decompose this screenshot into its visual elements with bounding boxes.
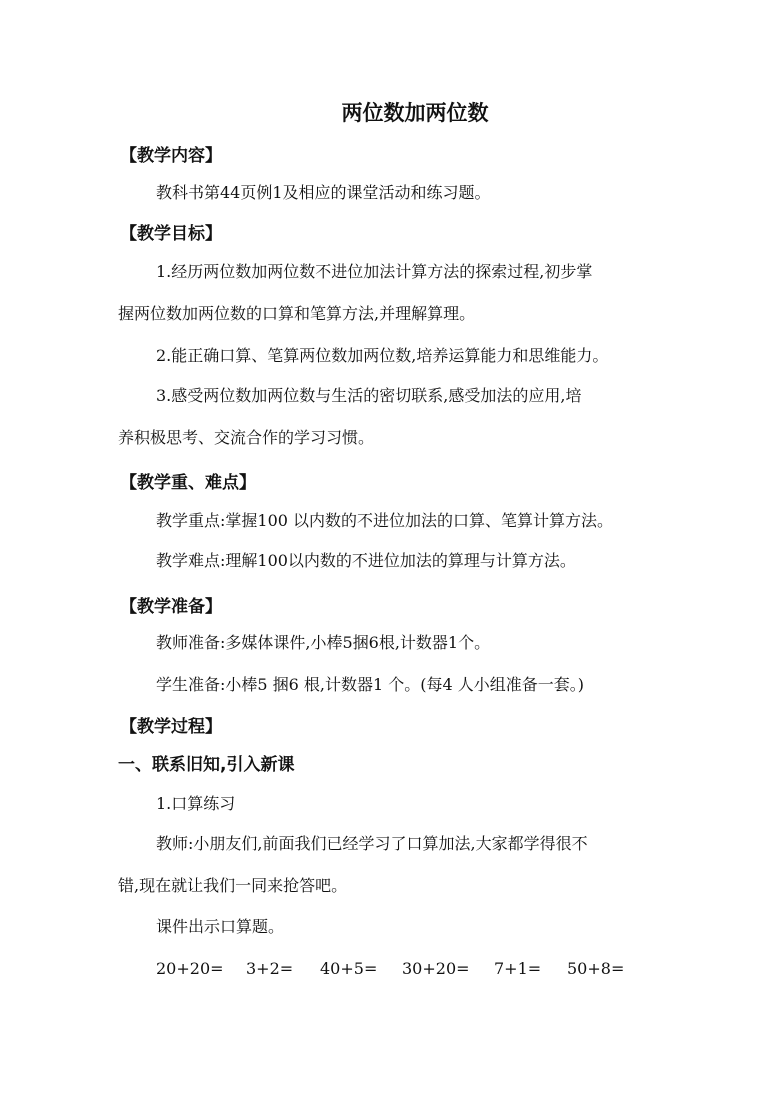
teacher-preparation: 教师准备:多媒体课件,小棒5捆6根,计数器1个。 bbox=[156, 633, 491, 652]
oral-sum: 30+20= bbox=[402, 959, 470, 978]
teacher-speech-line-1: 教师:小朋友们,前面我们已经学习了口算加法,大家都学得很不 bbox=[156, 834, 588, 853]
student-preparation: 学生准备:小棒5 捆6 根,计数器1 个。(每4 人小组准备一套。) bbox=[156, 675, 585, 694]
heading-teaching-goals: 【教学目标】 bbox=[120, 224, 222, 244]
oral-sums-row bbox=[156, 958, 636, 980]
oral-sum: 50+8= bbox=[567, 959, 625, 978]
goal-1-line-1: 1.经历两位数加两位数不进位加法计算方法的探索过程,初步掌 bbox=[156, 262, 593, 281]
oral-sum: 40+5= bbox=[320, 959, 378, 978]
part-1-heading: 一、联系旧知,引入新课 bbox=[118, 755, 295, 775]
teacher-speech-line-2: 错,现在就让我们一同来抢答吧。 bbox=[118, 876, 348, 895]
oral-sum: 7+1= bbox=[494, 959, 542, 978]
goal-2: 2.能正确口算、笔算两位数加两位数,培养运算能力和思维能力。 bbox=[156, 346, 609, 365]
oral-sum: 3+2= bbox=[246, 959, 294, 978]
goal-1-line-2: 握两位数加两位数的口算和笔算方法,并理解算理。 bbox=[118, 304, 476, 323]
heading-key-difficult-points: 【教学重、难点】 bbox=[120, 473, 256, 493]
goal-3-line-2: 养积极思考、交流合作的学习习惯。 bbox=[118, 428, 375, 447]
goal-3-line-1: 3.感受两位数加两位数与生活的密切联系,感受加法的应用,培 bbox=[156, 386, 582, 405]
key-point: 教学重点:掌握100 以内数的不进位加法的口算、笔算计算方法。 bbox=[156, 511, 614, 530]
heading-teaching-preparation: 【教学准备】 bbox=[120, 597, 222, 617]
difficult-point: 教学难点:理解100以内数的不进位加法的算理与计算方法。 bbox=[156, 551, 576, 570]
oral-calculation-item: 1.口算练习 bbox=[156, 794, 236, 813]
heading-teaching-process: 【教学过程】 bbox=[120, 717, 222, 737]
courseware-instruction: 课件出示口算题。 bbox=[156, 917, 285, 936]
heading-teaching-content: 【教学内容】 bbox=[120, 146, 222, 166]
oral-sum: 20+20= bbox=[156, 959, 224, 978]
document-title: 两位数加两位数 bbox=[341, 101, 489, 125]
content-text: 教科书第44页例1及相应的课堂活动和练习题。 bbox=[156, 183, 491, 202]
